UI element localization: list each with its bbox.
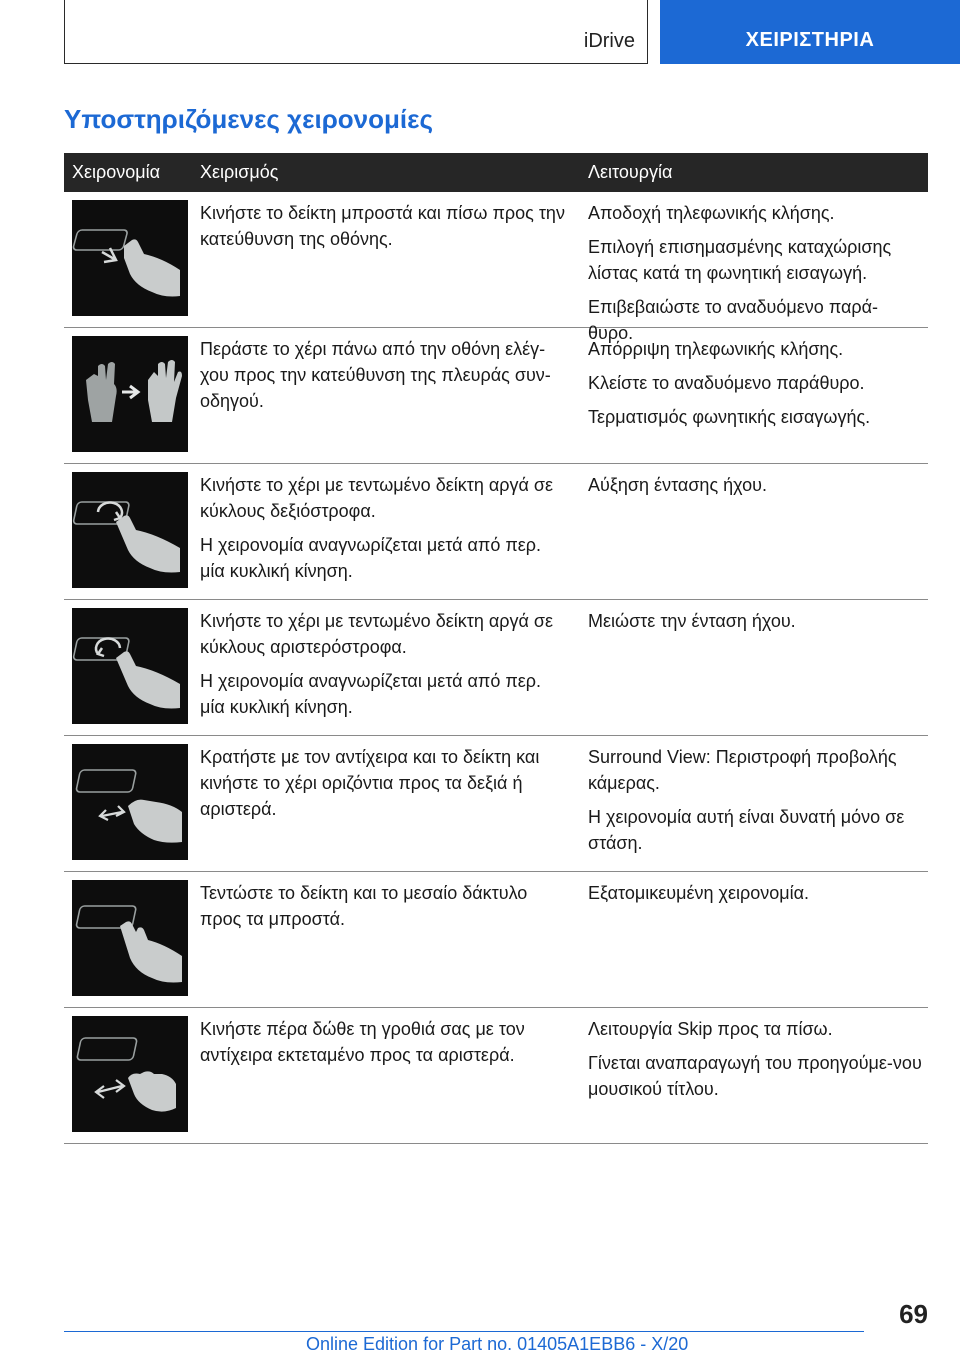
table-row — [64, 1008, 928, 1144]
operation-text: Κρατήστε με τον αντίχειρα και το δείκτη και κινήστε το χέρι οριζόντια προς τα δεξιά ή αριστερά. — [200, 747, 540, 819]
function-text: Επιβεβαιώστε το αναδυόμενο παρά-θυρο. — [588, 297, 879, 343]
function-text: Απόρριψη τηλεφωνικής κλήσης. — [588, 339, 844, 359]
column-header-gesture: Χειρονομία — [72, 162, 161, 182]
function-text: Αποδοχή τηλεφωνικής κλήσης. — [588, 203, 835, 223]
point-forward-gesture-icon — [72, 200, 188, 316]
page-title: Υποστηριζόμενες χειρονομίες — [64, 104, 434, 134]
thumb-index-horizontal-gesture-icon — [72, 744, 188, 860]
operation-text: Η χειρονομία αναγνωρίζεται μετά από περ. μία κυκλική κίνηση. — [200, 671, 542, 717]
function-text: Τερματισμός φωνητικής εισαγωγής. — [588, 407, 871, 427]
table-row — [64, 328, 928, 464]
function-text: Surround View: Περιστροφή προβολής κάμερας. — [588, 747, 897, 793]
operation-text: Περάστε το χέρι πάνω από την οθόνη ελέγ-χου προς την κατεύθυνση της πλευράς συν-οδηγού. — [200, 339, 551, 411]
gesture-table — [64, 153, 928, 1144]
table-row — [64, 600, 928, 736]
function-text: Μειώστε την ένταση ήχου. — [588, 611, 796, 631]
table-row — [64, 192, 928, 343]
table-row — [64, 872, 928, 1008]
function-text: Λειτουργία Skip προς τα πίσω. — [588, 1019, 833, 1039]
circle-clockwise-gesture-icon — [72, 472, 188, 588]
function-text: Η χειρονομία αυτή είναι δυνατή μόνο σε στάση. — [588, 807, 905, 853]
operation-text: Κινήστε το χέρι με τεντωμένο δείκτη αργά σε κύκλους δεξιόστροφα. — [200, 475, 554, 521]
table-header — [64, 153, 928, 192]
header-section-label: iDrive — [583, 30, 635, 52]
function-text: Επιλογή επισημασμένης καταχώρισης λίστας κατά τη φωνητική εισαγωγή. — [588, 237, 892, 283]
page-number: 69 — [899, 1299, 928, 1329]
footer-divider — [64, 1331, 864, 1332]
circle-counterclockwise-gesture-icon — [72, 608, 188, 724]
operation-text: Κινήστε το χέρι με τεντωμένο δείκτη αργά σε κύκλους αριστερόστροφα. — [200, 611, 554, 657]
column-header-operation: Χειρισμός — [200, 162, 279, 182]
operation-text: Η χειρονομία αναγνωρίζεται μετά από περ. μία κυκλική κίνηση. — [200, 535, 542, 581]
function-text: Κλείστε το αναδυόμενο παράθυρο. — [588, 373, 865, 393]
operation-text: Κινήστε το δείκτη μπροστά και πίσω προς την κατεύθυνση της οθόνης. — [200, 203, 565, 249]
column-header-function: Λειτουργία — [588, 162, 673, 182]
function-text: Γίνεται αναπαραγωγή του προηγούμε-νου μουσικού τίτλου. — [588, 1053, 922, 1099]
function-text: Εξατομικευμένη χειρονομία. — [588, 883, 810, 903]
operation-text: Κινήστε πέρα δώθε τη γροθιά σας με τον αντίχειρα εκτεταμένο προς τα αριστερά. — [200, 1019, 525, 1065]
header-section-box — [64, 0, 648, 64]
header-chapter-tab: ΧΕΙΡΙΣΤΗΡΙΑ — [660, 0, 960, 64]
two-finger-point-gesture-icon — [72, 880, 188, 996]
operation-text: Τεντώστε το δείκτη και το μεσαίο δάκτυλο προς τα μπροστά. — [200, 883, 528, 929]
table-row — [64, 464, 928, 600]
footer-edition-link[interactable]: Online Edition for Part no. 01405A1EBB6 - X/20 — [306, 1334, 689, 1354]
function-text: Αύξηση έντασης ήχου. — [588, 475, 767, 495]
swipe-hand-gesture-icon — [72, 336, 188, 452]
fist-thumb-left-gesture-icon — [72, 1016, 188, 1132]
table-row — [64, 736, 928, 872]
